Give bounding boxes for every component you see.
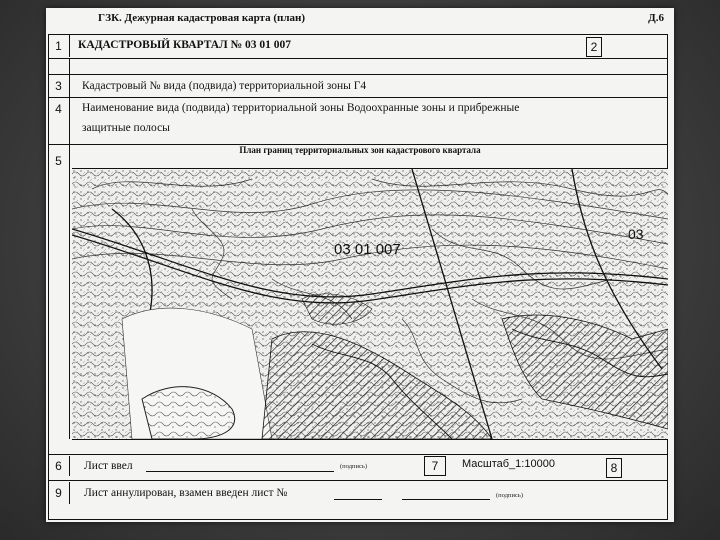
cancel-signature-line: [402, 489, 490, 500]
field-box-8: 8: [606, 458, 622, 478]
field-box-2: 2: [586, 37, 602, 57]
map-label-quarter: 03 01 007: [334, 241, 401, 258]
cadastral-map-plan: [72, 168, 668, 440]
row-divider: [48, 480, 668, 481]
cancel-signature-caption: (подпись): [496, 492, 523, 499]
map-scale: Масштаб_1:10000: [462, 458, 555, 470]
row-number-4: 4: [48, 98, 70, 144]
row-divider: [48, 97, 668, 98]
map-label-neighbor: 03: [628, 226, 644, 242]
zone-name-line1: Наименование вида (подвида) территориальной зоны Водоохранные зоны и прибрежные: [82, 102, 520, 114]
signature-caption: (подпись): [340, 463, 367, 470]
field-box-7: 7: [424, 456, 446, 476]
sheet-code: Д.6: [648, 12, 664, 24]
replacement-sheet-line: [334, 489, 382, 500]
cadastral-map-sheet: [46, 8, 674, 522]
row-number-5: 5: [48, 145, 70, 439]
row-divider: [48, 74, 668, 75]
row-number-6: 6: [48, 456, 70, 476]
zone-name-line2: защитные полосы: [82, 122, 170, 134]
row-divider: [48, 58, 668, 59]
row-number-9: 9: [48, 482, 70, 504]
row-number-1: 1: [48, 35, 70, 57]
plan-title: План границ территориальных зон кадастрового квартала: [239, 145, 481, 155]
sheet-cancelled-label: Лист аннулирован, взамен введен лист №: [84, 487, 288, 499]
cadastral-quarter-title: КАДАСТРОВЫЙ КВАРТАЛ № 03 01 007: [78, 39, 291, 51]
row-number-3: 3: [48, 75, 70, 97]
row-number-blank: [48, 58, 70, 74]
map-drawing: [72, 169, 668, 439]
row-divider: [48, 454, 668, 455]
sheet-entered-label: Лист ввел: [84, 460, 133, 472]
zone-cadastral-number: Кадастровый № вида (подвида) территориальной зоны Г4: [82, 80, 367, 92]
signature-line: [146, 461, 334, 472]
sheet-title: ГЗК. Дежурная кадастровая карта (план): [98, 12, 306, 24]
